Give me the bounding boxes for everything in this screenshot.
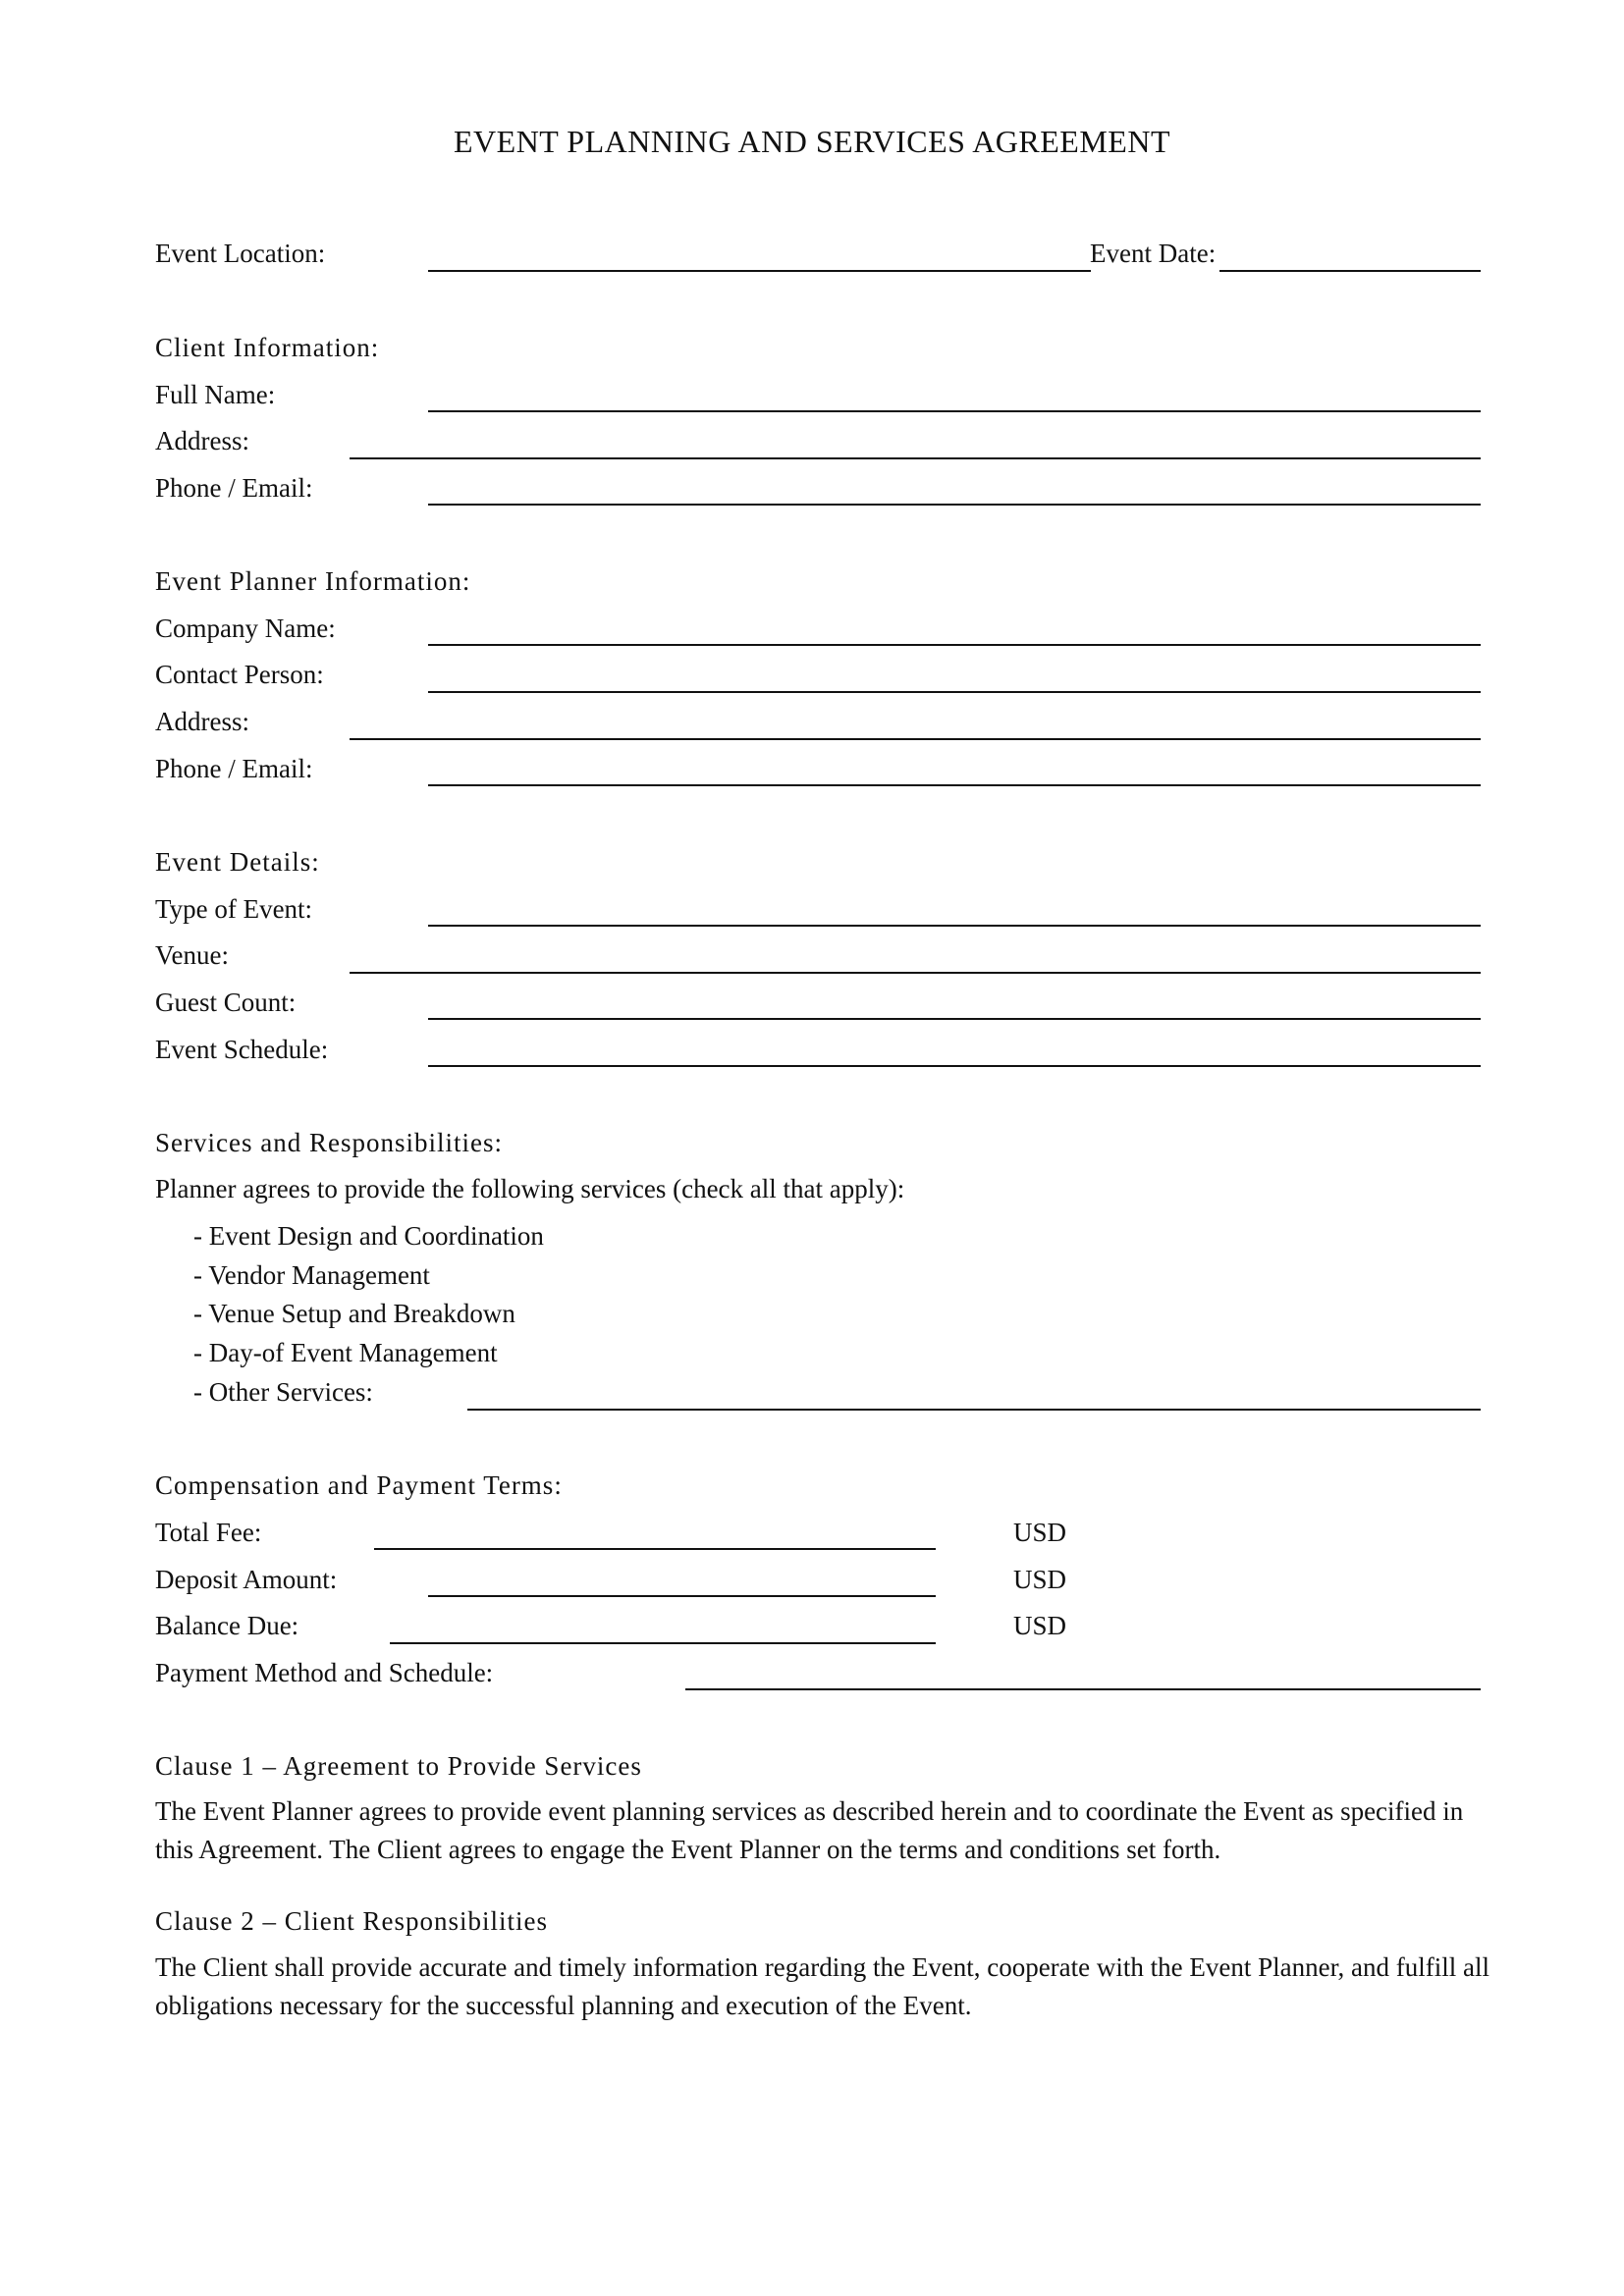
clause-2-text: The Client shall provide accurate and timely information regarding the Event, cooperate with the Event Planner, and fulfill all obligations necessary for the successful planning and execution of the Event. xyxy=(155,1952,1489,2020)
venue-field[interactable] xyxy=(350,972,1481,974)
clause-1-text: The Event Planner agrees to provide event planning services as described herein and to coordinate the Event as specified in this Agreement. The Client agrees to engage the Event Planner on the terms and conditions set forth. xyxy=(155,1796,1464,1864)
service-item[interactable]: - Venue Setup and Breakdown xyxy=(193,1299,515,1328)
planner-contact-person-label: Contact Person: xyxy=(155,660,324,689)
planner-company-field[interactable] xyxy=(428,644,1481,646)
event-location-field[interactable] xyxy=(428,270,1091,272)
clause-1-heading: Clause 1 – Agreement to Provide Services xyxy=(155,1751,642,1781)
client-contact-field[interactable] xyxy=(428,504,1481,506)
client-full-name-field[interactable] xyxy=(428,410,1481,412)
other-services-field[interactable] xyxy=(467,1409,1481,1411)
total-fee-label: Total Fee: xyxy=(155,1518,262,1547)
balance-currency: USD xyxy=(1013,1611,1067,1640)
client-contact-label: Phone / Email: xyxy=(155,473,313,503)
total-fee-currency: USD xyxy=(1013,1518,1067,1547)
payment-method-label: Payment Method and Schedule: xyxy=(155,1658,494,1687)
guest-count-field[interactable] xyxy=(428,1018,1481,1020)
event-schedule-label: Event Schedule: xyxy=(155,1035,329,1064)
service-item[interactable]: - Day-of Event Management xyxy=(193,1338,498,1367)
service-item[interactable]: - Vendor Management xyxy=(193,1260,430,1290)
total-fee-field[interactable] xyxy=(374,1548,936,1550)
event-date-field[interactable] xyxy=(1219,270,1481,272)
planner-company-label: Company Name: xyxy=(155,614,336,643)
planner-address-field[interactable] xyxy=(350,738,1481,740)
event-date-label: Event Date: xyxy=(1090,239,1217,268)
deposit-currency: USD xyxy=(1013,1565,1067,1594)
clause-2-heading: Clause 2 – Client Responsibilities xyxy=(155,1906,548,1936)
planner-contact-label: Phone / Email: xyxy=(155,754,313,783)
planner-info-heading: Event Planner Information: xyxy=(155,566,471,596)
document-title: EVENT PLANNING AND SERVICES AGREEMENT xyxy=(453,124,1170,159)
client-address-field[interactable] xyxy=(350,457,1481,459)
services-intro: Planner agrees to provide the following services (check all that apply): xyxy=(155,1174,905,1203)
service-item[interactable]: - Event Design and Coordination xyxy=(193,1221,544,1251)
payment-heading: Compensation and Payment Terms: xyxy=(155,1470,563,1500)
planner-contact-person-field[interactable] xyxy=(428,691,1481,693)
event-type-label: Type of Event: xyxy=(155,894,313,924)
client-full-name-label: Full Name: xyxy=(155,380,276,409)
event-schedule-field[interactable] xyxy=(428,1065,1481,1067)
client-info-heading: Client Information: xyxy=(155,333,380,362)
venue-label: Venue: xyxy=(155,940,229,970)
client-address-label: Address: xyxy=(155,426,249,455)
guest-count-label: Guest Count: xyxy=(155,988,297,1017)
planner-address-label: Address: xyxy=(155,707,249,736)
event-type-field[interactable] xyxy=(428,925,1481,927)
balance-field[interactable] xyxy=(390,1642,936,1644)
planner-contact-field[interactable] xyxy=(428,784,1481,786)
deposit-field[interactable] xyxy=(428,1595,936,1597)
event-details-heading: Event Details: xyxy=(155,847,320,877)
payment-method-field[interactable] xyxy=(685,1688,1481,1690)
service-item-other: - Other Services: xyxy=(193,1377,373,1407)
event-location-label: Event Location: xyxy=(155,239,326,268)
deposit-label: Deposit Amount: xyxy=(155,1565,338,1594)
services-heading: Services and Responsibilities: xyxy=(155,1128,503,1157)
balance-label: Balance Due: xyxy=(155,1611,299,1640)
